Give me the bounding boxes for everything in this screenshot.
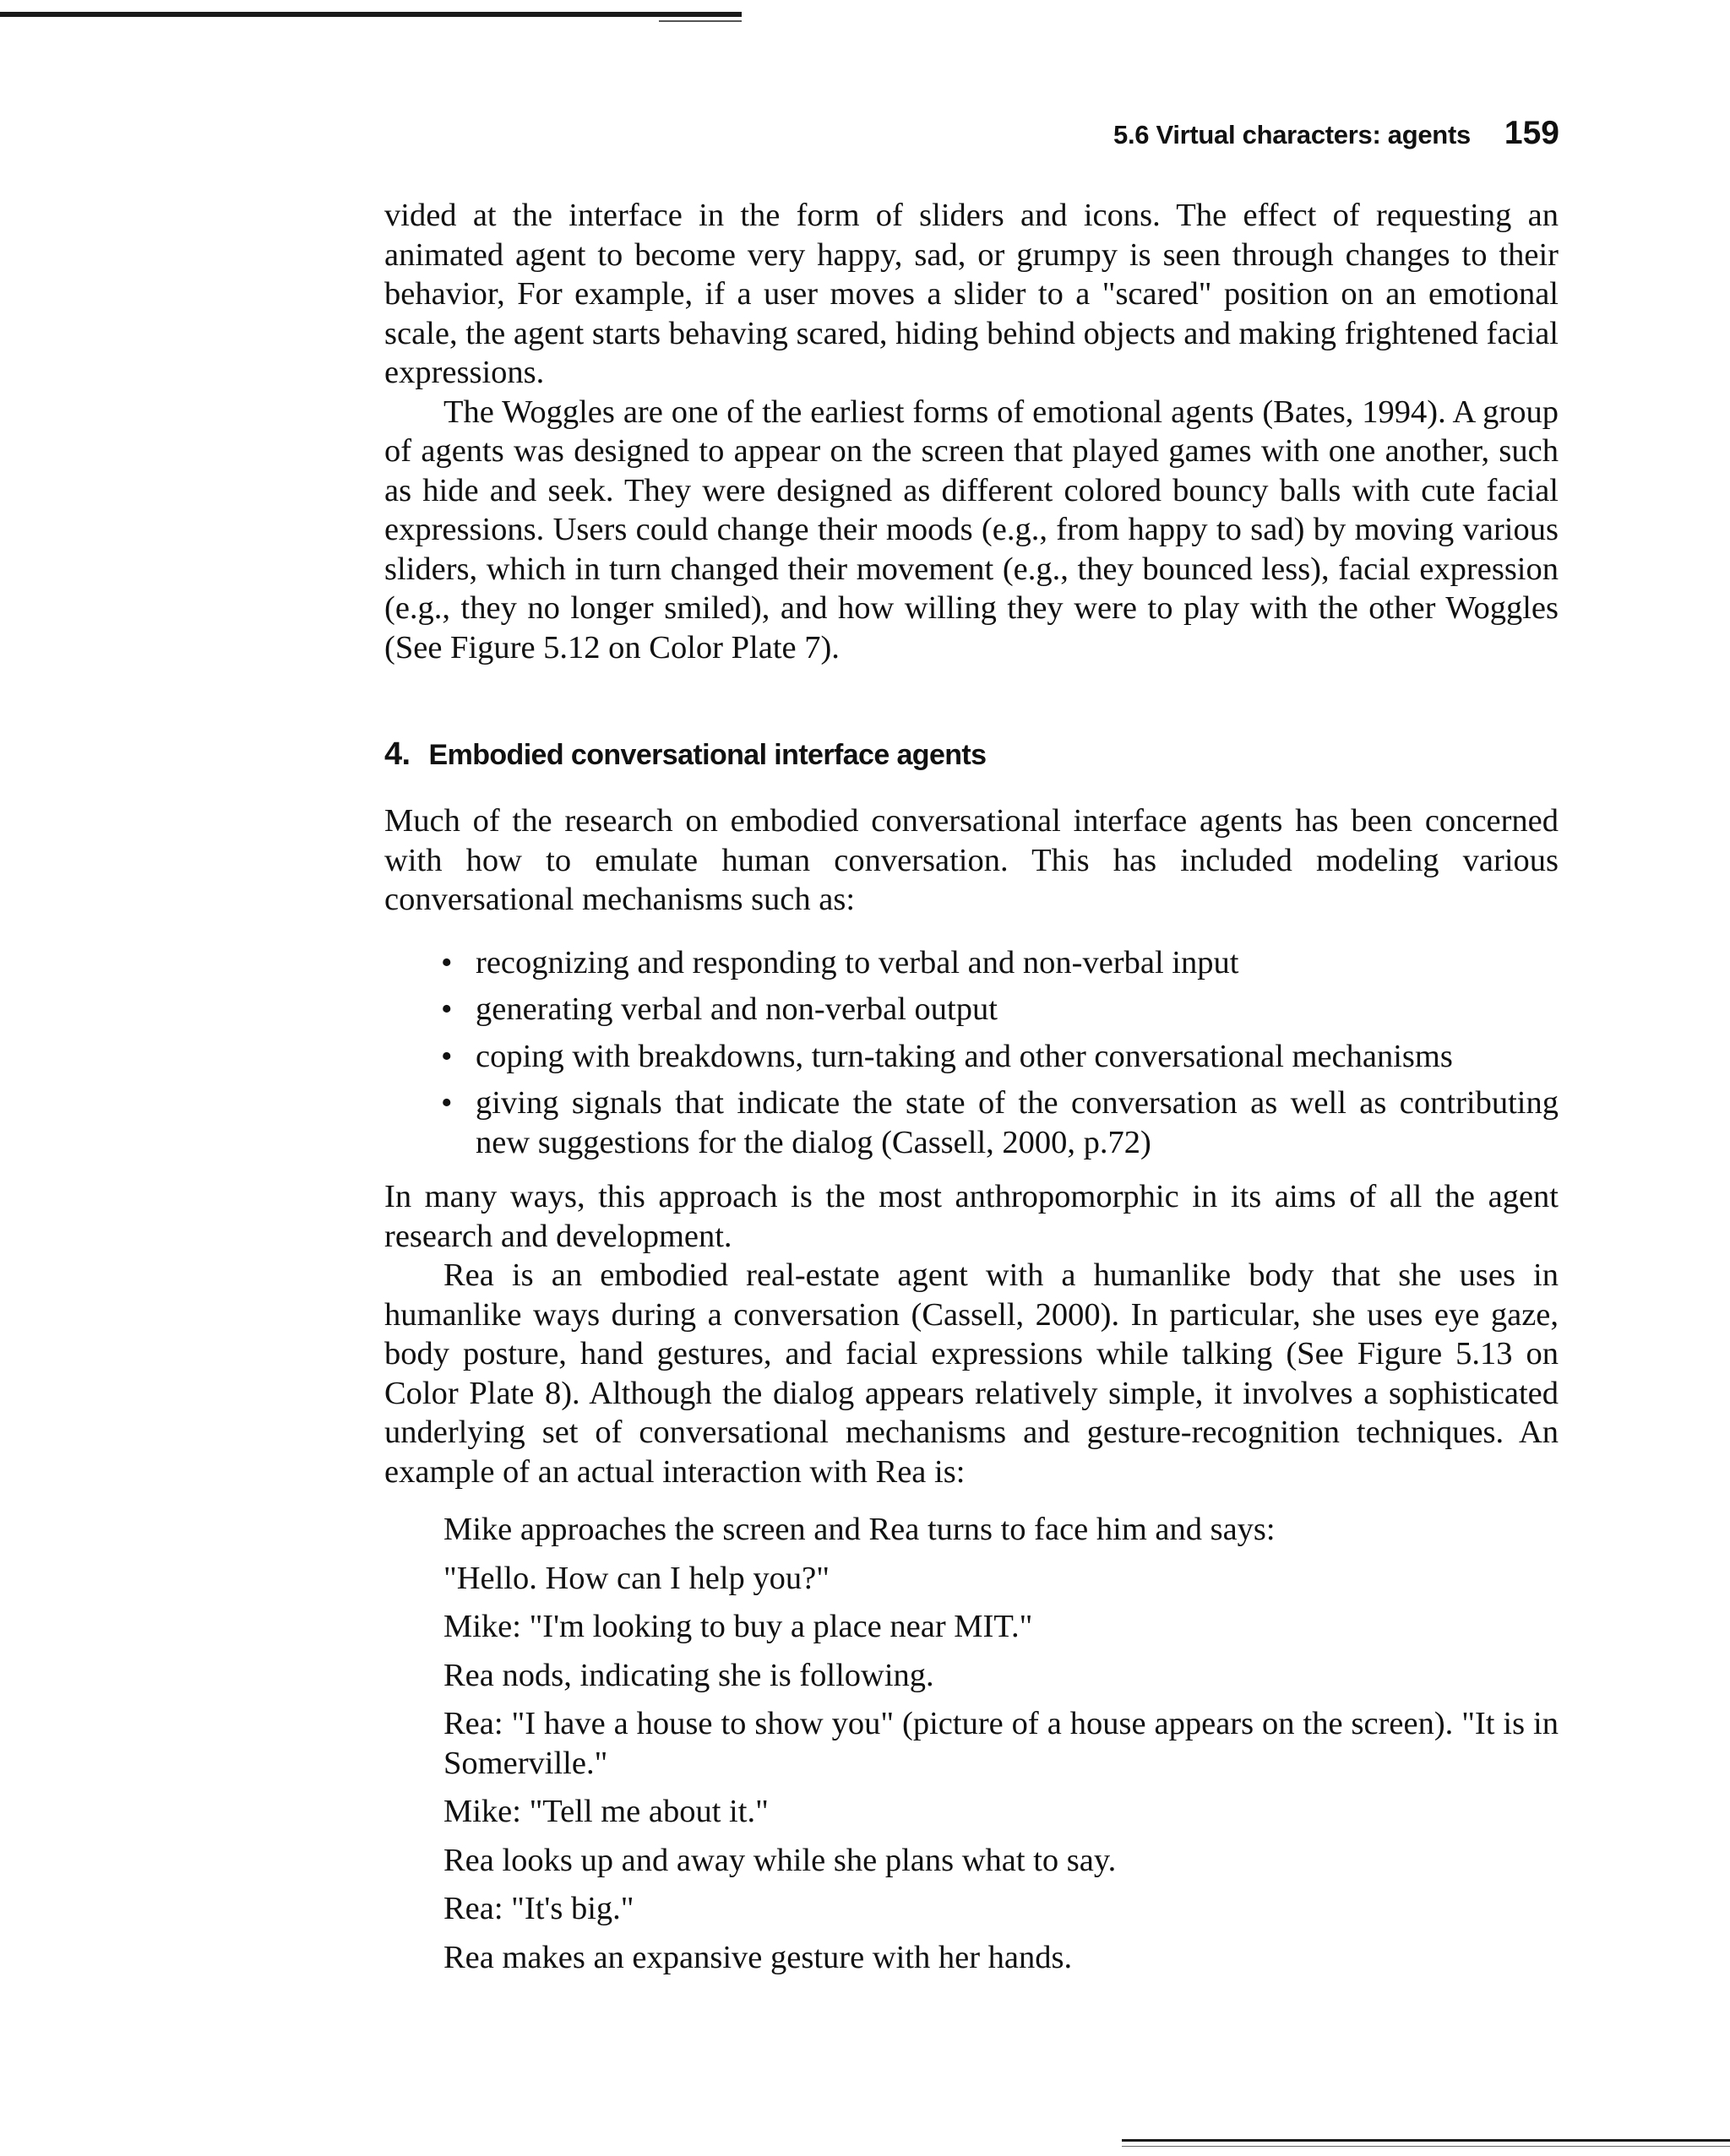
top-rule-thin [659,20,742,22]
list-item-text: giving signals that indicate the state of the conversation as well as contributing new suggestions for the dialog (Cassell, 2000, p.72) [476,1085,1559,1160]
bullet-icon: • [441,1085,453,1121]
list-item [384,990,1559,1029]
dialog-line: Mike: "Tell me about it." [443,1794,769,1829]
bullet-icon: • [441,944,453,980]
list-item-text: generating verbal and non-verbal output [476,991,998,1027]
list-item-text: recognizing and responding to verbal and non-verbal input [476,944,1239,980]
bullet-list [384,943,1559,1163]
paragraph-rea: Rea is an embodied real-estate agent with a humanlike body that she uses in humanlike ways during a conversation (Cassell, 2000). In particular, she uses eye gaze, body posture, hand gestures, and facial expressions while talking (See Figure 5.13 on Color Plate 8). Although the dialog appears relatively simple, it involves a sophisticated underlying set of conversational mechanisms and gesture-recognition techniques. An example of an actual interaction with Rea is: [384,1257,1559,1490]
dialog-line: Rea looks up and away while she plans what to say. [443,1842,1117,1878]
dialog-line: Rea makes an expansive gesture with her hands. [443,1939,1073,1975]
paragraph-woggles: The Woggles are one of the earliest forms of emotional agents (Bates, 1994). A group of agents was designed to appear on the screen that played games with one another, such as hide and seek. They were designed as different colored bouncy balls with cute facial expressions. Users could change their moods (e.g., from happy to sad) by moving various sliders, which in turn changed their movement (e.g., they bounced less), facial expression (e.g., they no longer smiled), and how willing they were to play with the other Woggles (See Figure 5.12 on Color Plate 7). [384,394,1559,665]
page-number: 159 [1504,115,1559,151]
dialog-example [443,1510,1559,1977]
list-item [384,1083,1559,1162]
list-item [384,943,1559,983]
dialog-line: Mike approaches the screen and Rea turns to face him and says: [443,1512,1276,1547]
bottom-rule [1122,2139,1730,2142]
running-head [845,115,1559,154]
page-body [384,196,1559,1986]
dialog-line: Rea nods, indicating she is following. [443,1657,934,1693]
dialog-line: "Hello. How can I help you?" [443,1560,830,1596]
bottom-rule-thin [1122,2146,1730,2147]
section-number: 4. [384,736,411,772]
paragraph-anthropomorphic: In many ways, this approach is the most anthropomorphic in its aims of all the agent research and development. [384,1179,1559,1254]
bullet-icon: • [441,991,453,1027]
dialog-line: Rea: "I have a house to show you" (picture of a house appears on the screen). "It is in Somerville." [443,1706,1559,1781]
bullet-icon: • [441,1038,453,1074]
running-title: 5.6 Virtual characters: agents [1113,120,1471,149]
top-rule [0,12,742,17]
list-item-text: coping with breakdowns, turn-taking and other conversational mechanisms [476,1038,1453,1074]
dialog-line: Rea: "It's big." [443,1891,634,1926]
section-title: Embodied conversational interface agents [428,739,987,771]
list-item [384,1037,1559,1077]
paragraph-continued: vided at the interface in the form of sliders and icons. The effect of requesting an animated agent to become very happy, sad, or grumpy is seen through changes to their behavior, For example, if a user moves a slider to a "scared" position on an emotional scale, the agent starts behaving scared, hiding behind objects and making frightened facial expressions. [384,198,1559,390]
section-intro-paragraph: Much of the research on embodied conversational interface agents has been concerned with how to emulate human conversation. This has included modeling various conversational mechanisms such as: [384,803,1559,917]
dialog-line: Mike: "I'm looking to buy a place near MIT." [443,1609,1033,1644]
section-heading [384,736,1559,773]
